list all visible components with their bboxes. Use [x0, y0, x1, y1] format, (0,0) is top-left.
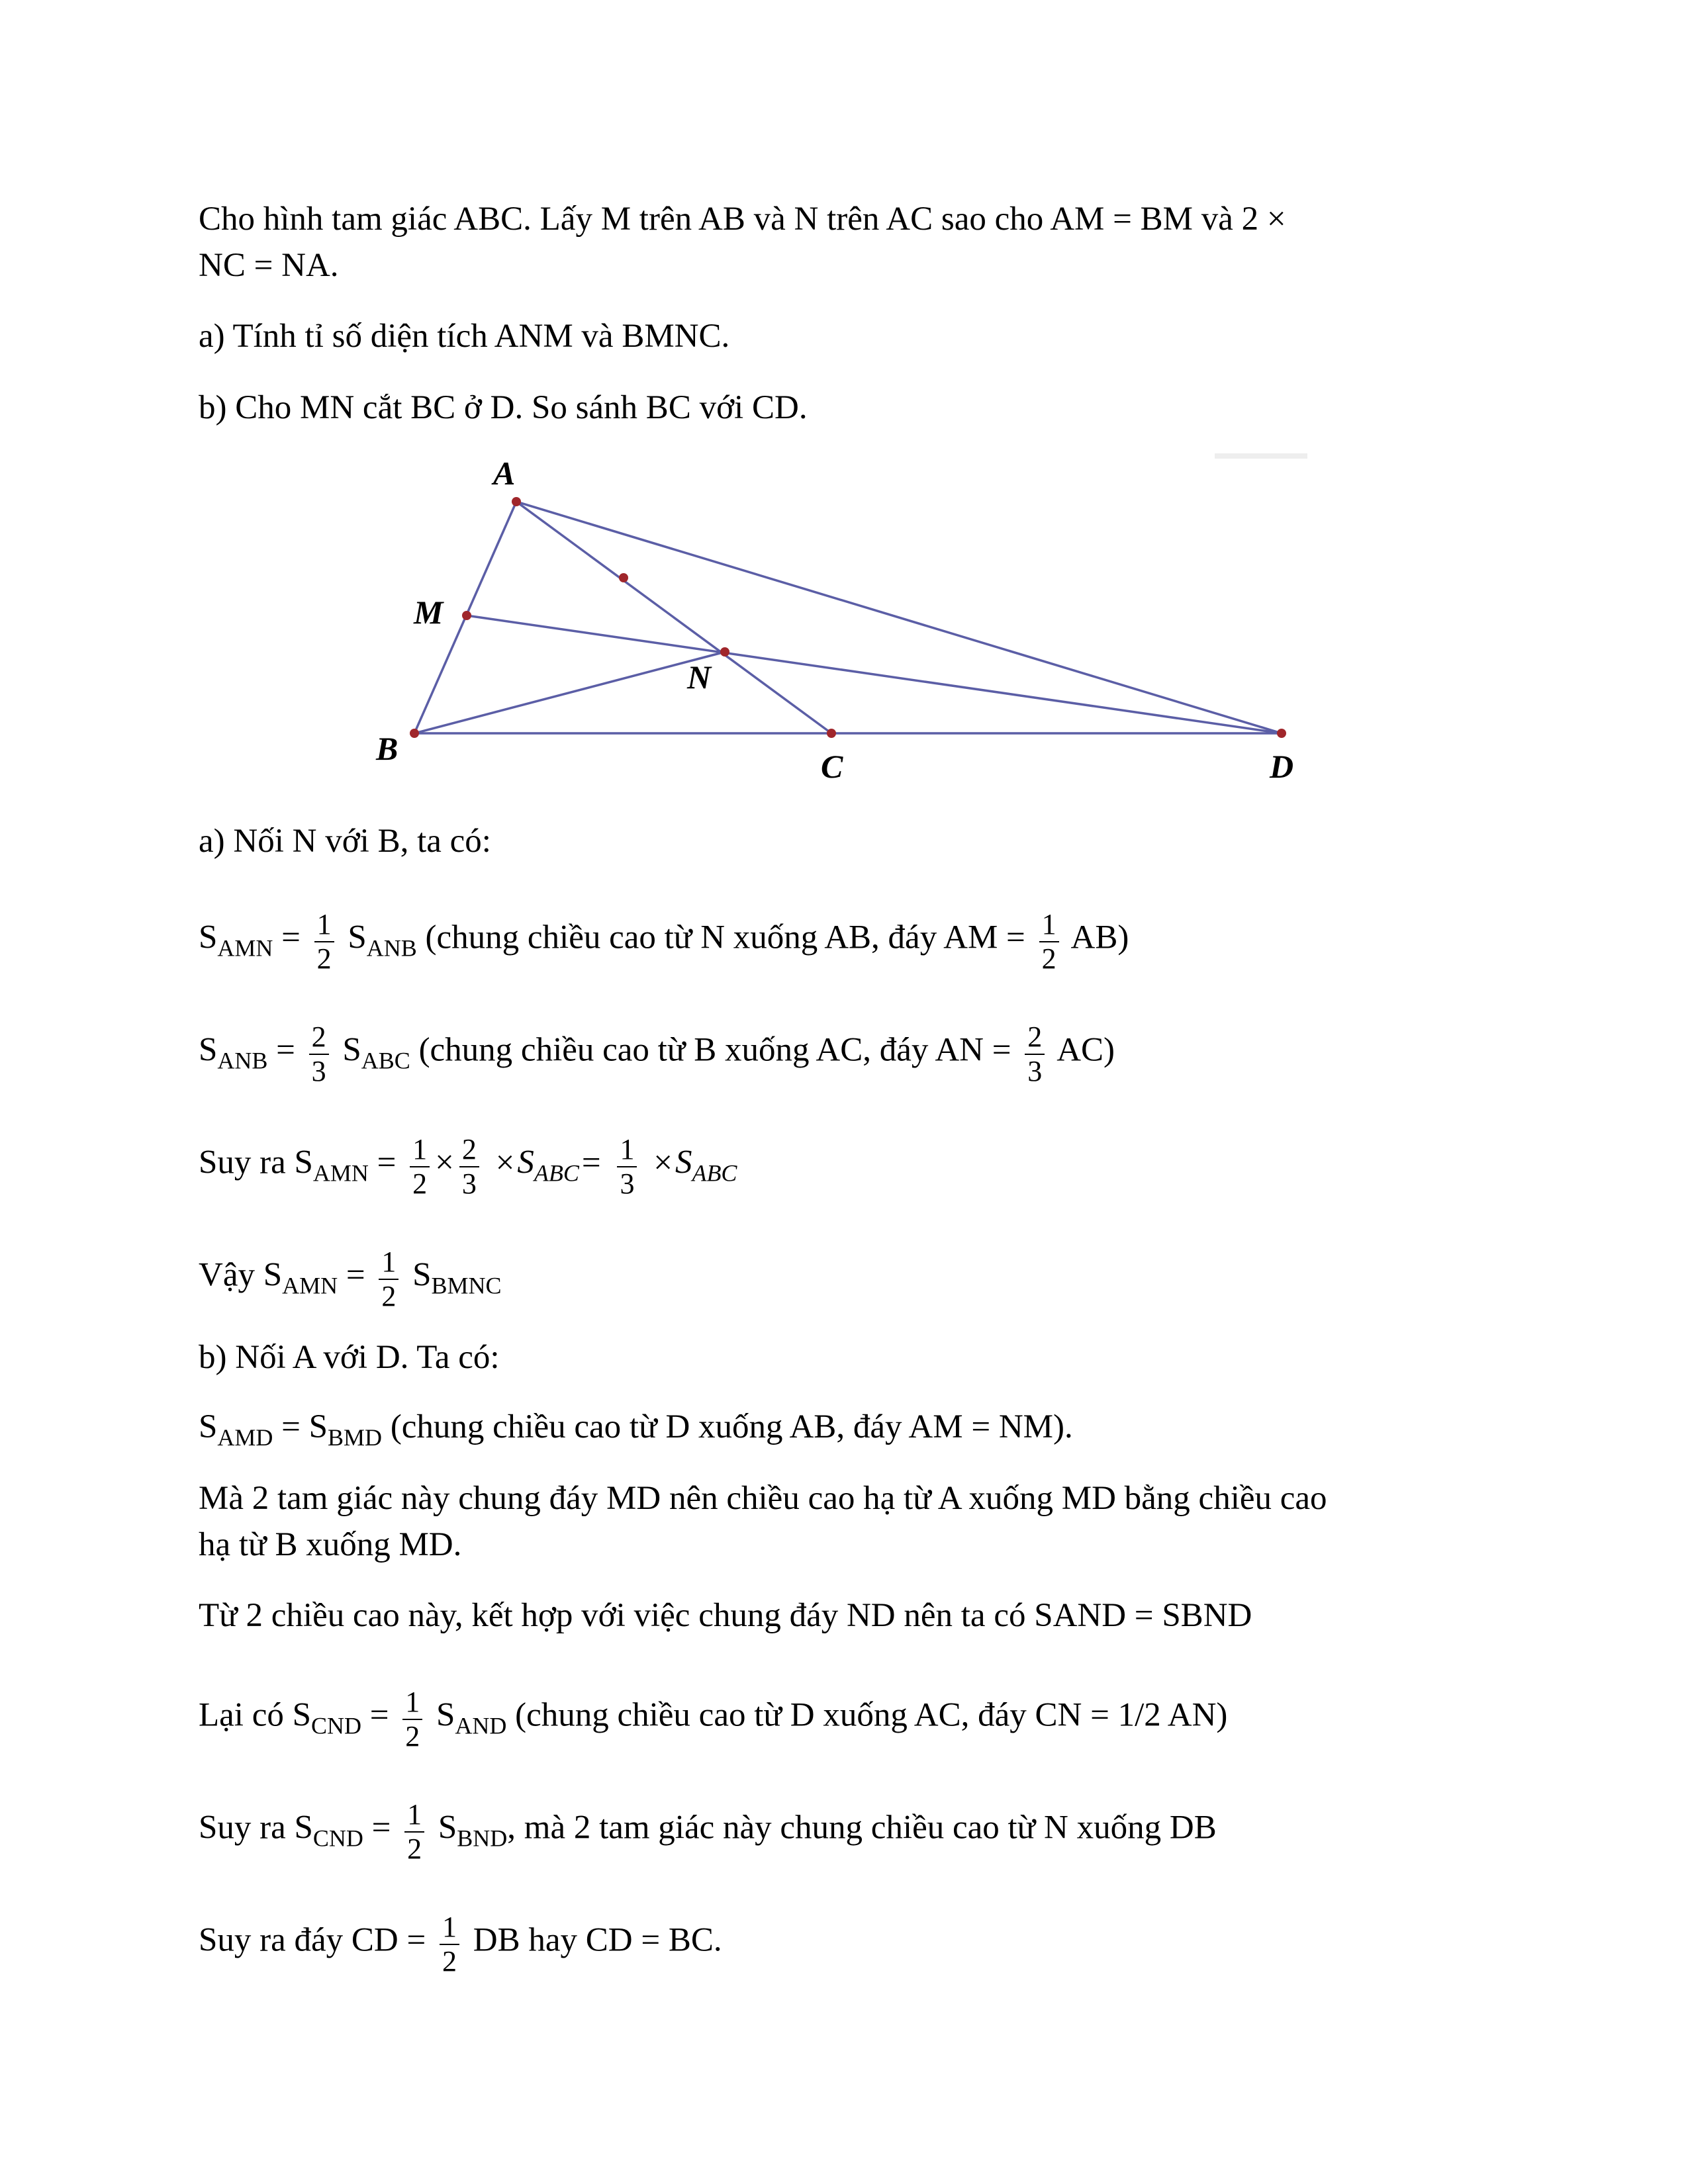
label-m: M — [414, 594, 444, 631]
fraction: $\frac{1}{3}$ — [617, 1133, 637, 1201]
question-a: a) Tính tỉ số diện tích ANM và BMNC. — [199, 318, 730, 355]
triangle-diagram — [0, 0, 1688, 860]
point-b — [410, 729, 419, 738]
segment-ac — [516, 502, 831, 733]
equation-4: Vậy $S_{AMN}$ = $\frac{1}{2}$ $S_{BMNC}$ — [199, 1246, 502, 1312]
label-n: N — [687, 659, 712, 696]
b-step-2-line-1: Mà 2 tam giác này chung đáy MD nên chiều cao hạ từ A xuống MD bằng chiều cao — [199, 1480, 1327, 1517]
problem-line-2: NC = NA. — [199, 247, 339, 284]
label-b: B — [376, 730, 399, 767]
fraction: $\frac{1}{2}$ — [404, 1798, 424, 1866]
fraction: $\frac{2}{3}$ — [309, 1021, 329, 1088]
segment-ad — [516, 502, 1282, 733]
segment-bn — [414, 652, 725, 733]
problem-line-1: Cho hình tam giác ABC. Lấy M trên AB và N trên AC sao cho AM = BM và 2 × — [199, 201, 1286, 238]
equation-3: Suy ra $S_{AMN}$ = $\frac{1}{2}$ × $\frac{2}{3}$ $\times S_{ABC}=$ $\frac{1}{3}$ $\times S_{ABC}$ — [199, 1133, 737, 1200]
point-c — [827, 729, 836, 738]
point-a — [512, 497, 521, 506]
label-d: D — [1270, 748, 1294, 785]
fraction: $\frac{1}{2}$ — [402, 1686, 422, 1753]
b-step-4: Lại có $S_{CND}$ = $\frac{1}{2}$ $S_{AND}$ (chung chiều cao từ D xuống AC, đáy CN = 1/2 AN) — [199, 1686, 1228, 1752]
fraction: $\frac{1}{2}$ — [314, 908, 334, 976]
fraction: $\frac{1}{2}$ — [410, 1133, 430, 1201]
fraction: $\frac{1}{2}$ — [440, 1911, 459, 1978]
equation-2: $S_{ANB}$ = $\frac{2}{3}$ $S_{ABC}$ (chung chiều cao từ B xuống AC, đáy AN = $\frac{2}{3}$ AC) — [199, 1021, 1115, 1087]
b-step-3: Từ 2 chiều cao này, kết hợp với việc chung đáy ND nên ta có SAND = SBND — [199, 1597, 1252, 1634]
solution-a-title: a) Nối N với B, ta có: — [199, 823, 491, 860]
point-ac-mid — [619, 573, 628, 582]
label-a: A — [493, 455, 516, 492]
fraction: $\frac{2}{3}$ — [1025, 1021, 1045, 1088]
fraction: $\frac{1}{2}$ — [1039, 908, 1059, 976]
point-m — [462, 611, 471, 620]
b-step-6: Suy ra đáy CD = $\frac{1}{2}$ DB hay CD = BC. — [199, 1911, 722, 1978]
point-d — [1277, 729, 1286, 738]
faint-mark — [1215, 453, 1307, 459]
b-step-1: $S_{AMD} = S_{BMD}$ (chung chiều cao từ D xuống AB, đáy AM = NM). — [199, 1408, 1073, 1451]
point-n — [720, 647, 729, 657]
b-step-2-line-2: hạ từ B xuống MD. — [199, 1526, 462, 1563]
solution-b-title: b) Nối A với D. Ta có: — [199, 1339, 500, 1376]
b-step-5: Suy ra $S_{CND}$ = $\frac{1}{2}$ $S_{BND}$, mà 2 tam giác này chung chiều cao từ N xuống DB — [199, 1798, 1217, 1865]
fraction: $\frac{1}{2}$ — [379, 1246, 399, 1313]
fraction: $\frac{2}{3}$ — [459, 1133, 479, 1201]
equation-1: $S_{AMN}$ = $\frac{1}{2}$ $S_{ANB}$ (chung chiều cao từ N xuống AB, đáy AM = $\frac{1}{2}$ AB) — [199, 908, 1129, 975]
label-c: C — [821, 748, 843, 785]
segment-md — [467, 615, 1282, 733]
question-b: b) Cho MN cắt BC ở D. So sánh BC với CD. — [199, 389, 808, 426]
